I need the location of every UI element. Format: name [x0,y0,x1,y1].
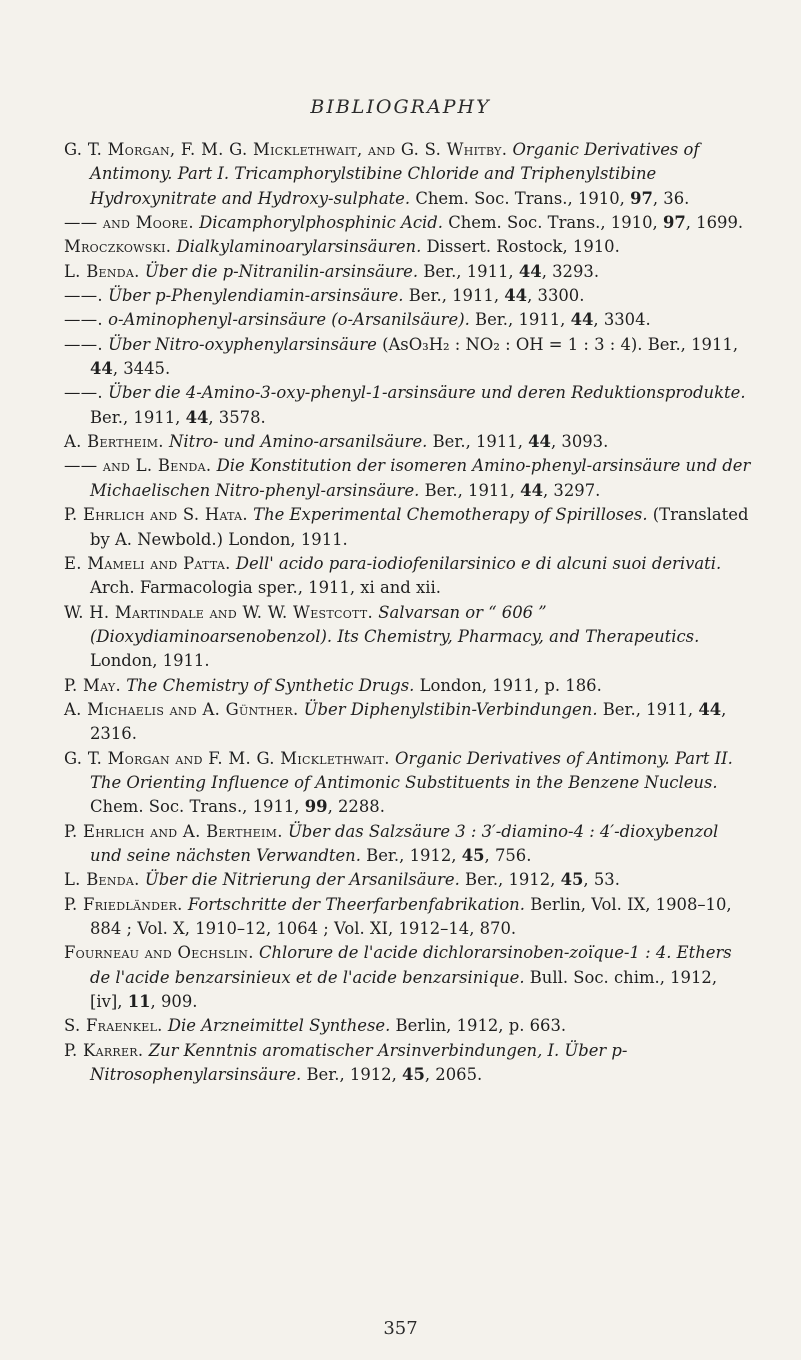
entry-pages: , 36. [652,188,690,208]
bibliography-entry [64,1039,754,1088]
entry-title: Organic Derivatives of Antimony. Part I. Tricamphorylstibine Chloride and Triphenylstibine Hydroxynitrate and Hydroxy-sulphate. [90,140,700,208]
entry-publication: Ber., 1911, [423,261,514,281]
entry-author: Fourneau and Oechslin. [64,943,254,963]
entry-volume: 44 [504,286,528,306]
entry-publication: Chem. Soc. Trans., 1910, [415,188,625,208]
entry-volume: 11 [127,992,151,1012]
entry-pages: , 2065. [424,1065,483,1085]
entry-pages: , 3304. [593,310,651,330]
entry-volume: 44 [698,699,722,719]
entry-title: Chlorure de l'acide dichlorarsinoben-zoïque-1 : 4. Ethers de l'acide benzarsinieux et de l'acide benzarsinique. [90,943,732,987]
entry-volume: 44 [185,407,209,427]
entry-pages: , 756. [484,845,532,865]
entry-author: E. Mameli and Patta. [64,553,231,573]
page-number: 357 [383,1318,418,1339]
entry-title: Nitro- und Amino-arsanilsäure. [169,432,428,452]
bibliography-entry [64,941,754,1014]
entry-author: A. Bertheim. [64,432,164,452]
entry-pages: , 1699. [685,213,744,233]
entry-author: A. Michaelis and A. Günther. [64,699,299,719]
entry-author: P. May. [64,675,121,695]
entry-publication: Ber., 1911, [475,310,566,330]
bibliography-entry [64,284,754,308]
entry-pages: , 909. [150,992,198,1012]
entry-title: Über die Nitrierung der Arsanilsäure. [144,870,460,890]
entry-pages: , 2288. [327,797,385,817]
entry-publication: Chem. Soc. Trans., 1911, [90,797,300,817]
entry-pages: , 3445. [112,359,171,379]
bibliography-entry [64,868,754,892]
entry-author: G. T. Morgan, F. M. G. Micklethwait, and G. S. Whitby. [64,140,508,159]
entry-author: W. H. Martindale and W. W. Westcott. [64,602,374,622]
entry-author: S. Fraenkel. [64,1016,163,1036]
entry-volume: 45 [560,870,584,890]
entry-pages: , 3297. [542,480,601,500]
entry-title: Über die 4-Amino-3-oxy-phenyl-1-arsinsäure und deren Reduktionsprodukte. [108,383,746,403]
entry-title: Über die p-Nitranilin-arsinsäure. [144,261,419,281]
entry-publication: Berlin, 1912, p. 663. [395,1016,567,1036]
entry-publication: Ber., 1911, [90,407,181,427]
entry-volume: 44 [570,310,594,330]
entry-volume: 99 [304,797,328,817]
entry-publication: Ber., 1912, [306,1065,397,1085]
entry-volume: 44 [518,261,542,281]
bibliography-entry [64,1014,754,1038]
entry-pages: , 3093. [550,432,609,452]
entry-author: L. Benda. [64,261,140,281]
entry-volume: 45 [402,1065,425,1085]
bibliography-entry [64,333,754,382]
entry-publication: Ber., 1912, [465,870,556,890]
entry-title: Über Nitro-oxyphenylarsinsäure [108,334,377,354]
entry-title: The Chemistry of Synthetic Drugs. [126,675,415,695]
entry-volume: 44 [90,359,113,379]
entry-author: P. Friedländer. [64,894,183,914]
entry-title: Über das Salzsäure 3 : 3′-diamino-4 : 4′-dioxybenzol und seine nächsten Verwandten. [90,821,719,865]
entry-author: ——. [64,383,103,403]
entry-title: Organic Derivatives of Antimony. Part II. The Orienting Influence of Antimonic Substituents in the Benzene Nucleus. [90,748,733,792]
entry-author: P. Karrer. [64,1040,144,1060]
entry-title: Die Konstitution der isomeren Amino-phenyl-arsinsäure und der Michaelischen Nitro-phenyl-arsinsäure. [90,456,751,500]
bibliography-entry [64,260,754,284]
entry-publication: London, 1911. [90,651,210,671]
bibliography-entry [64,893,754,942]
entry-publication: Ber., 1912, [366,845,457,865]
bibliography-entry [64,211,754,235]
entry-author: P. Ehrlich and A. Bertheim. [64,821,283,841]
entry-author: Mroczkowski. [64,237,172,257]
entry-title: Über p-Phenylendiamin-arsinsäure. [108,286,404,306]
entry-pages: , 3300. [527,286,585,306]
entry-publication: Bull. Soc. chim., 1912, [iv], [90,967,718,1012]
entry-pages: , 53. [583,870,620,890]
bibliography-entry [64,601,754,674]
running-header: BIBLIOGRAPHY [310,96,491,118]
entry-author: ——. [64,286,103,306]
bibliography-entry [64,674,754,698]
entry-title: Fortschritte der Theerfarbenfabrikation. [187,894,525,914]
entry-author: G. T. Morgan and F. M. G. Micklethwait. [64,748,390,768]
entry-publication: Berlin, Vol. IX, 1908–10, 884 ; Vol. X, 1910–12, 1064 ; Vol. XI, 1912–14, 870. [90,894,732,938]
bibliography-entry [64,698,754,747]
entry-title: Dialkylaminoarylarsinsäuren. [176,237,422,257]
entry-author: L. Benda. [64,870,140,890]
entry-author: ——. [64,334,103,354]
entry-publication: Ber., 1911, [424,480,515,500]
entry-volume: 44 [520,480,543,500]
entry-title: o-Aminophenyl-arsinsäure (o-Arsanilsäure). [108,310,470,330]
entry-volume: 97 [630,188,653,208]
entry-pages: , 2316. [90,699,727,744]
bibliography-entry [64,454,754,503]
entry-publication: (AsO₃H₂ : NO₂ : OH = 1 : 3 : 4). Ber., 1911, [382,334,739,354]
bibliography-entry [64,308,754,332]
entry-title: Zur Kenntnis aromatischer Arsinverbindungen, I. Über p-Nitrosophenylarsinsäure. [90,1040,628,1085]
entry-publication: (Translated by A. Newbold.) London, 1911. [90,505,749,549]
entry-volume: 45 [461,845,485,865]
entry-author: —— and L. Benda. [64,456,212,476]
entry-title: Dicamphorylphosphinic Acid. [199,213,443,233]
entry-publication: London, 1911, p. 186. [419,675,602,695]
entry-author: ——. [64,310,103,330]
bibliography-entry [64,138,754,211]
entry-publication: Chem. Soc. Trans., 1910, [448,213,658,233]
entry-title: Über Diphenylstibin-Verbindungen. [303,699,598,719]
entry-author: —— and Moore. [64,213,194,233]
entry-publication: Arch. Farmacologia sper., 1911, xi and xii. [90,578,441,598]
entry-title: Dell' acido para-iodiofenilarsinico e di alcuni suoi derivati. [235,553,722,573]
entry-title: The Experimental Chemotherapy of Spirilloses. [253,505,648,525]
bibliography-entry [64,552,754,601]
entry-pages: , 3293. [541,261,600,281]
entry-pages: , 3578. [208,407,266,427]
bibliography-entry [64,381,754,430]
bibliography-entry [64,747,754,820]
entry-title: Die Arzneimittel Synthese. [167,1016,391,1036]
bibliography-entry [64,235,754,259]
entry-publication: Dissert. Rostock, 1910. [426,237,620,257]
bibliography-list [64,138,754,1087]
bibliography-entry [64,430,754,454]
entry-author: P. Ehrlich and S. Hata. [64,505,248,525]
entry-publication: Ber., 1911, [432,432,523,452]
entry-volume: 44 [528,432,551,452]
bibliography-entry [64,503,754,552]
entry-publication: Ber., 1911, [602,699,694,719]
entry-title: Salvarsan or “ 606 ” (Dioxydiaminoarsenobenzol). Its Chemistry, Pharmacy, and Therapeutics. [90,602,700,646]
bibliography-entry [64,820,754,869]
entry-volume: 97 [662,213,686,233]
entry-publication: Ber., 1911, [408,286,500,306]
